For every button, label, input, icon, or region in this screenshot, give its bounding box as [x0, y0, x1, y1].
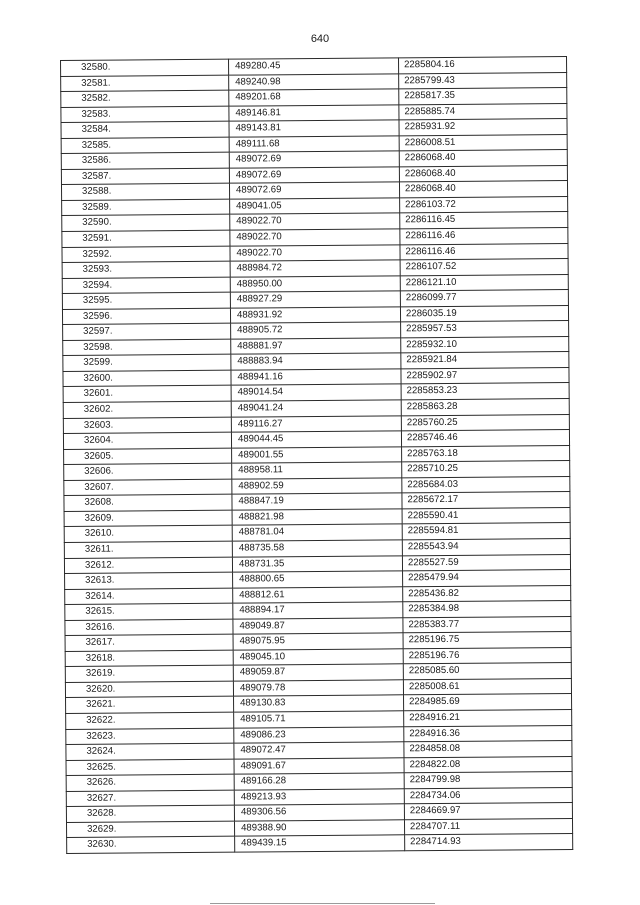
serial-number-cell: 32604. — [63, 432, 231, 449]
y-coordinate-cell: 2284799.98 — [404, 772, 572, 789]
x-coordinate-cell: 489072.69 — [229, 167, 399, 184]
y-coordinate-cell: 2284858.08 — [404, 741, 572, 758]
x-coordinate-cell: 489130.83 — [234, 695, 404, 712]
x-coordinate-cell: 489105.71 — [234, 711, 404, 728]
serial-number-cell: 32630. — [67, 836, 235, 853]
serial-number-cell: 32603. — [63, 417, 231, 434]
serial-number-cell: 32620. — [65, 681, 233, 698]
y-coordinate-cell: 2286035.19 — [400, 305, 568, 322]
serial-number-cell: 32600. — [63, 370, 231, 387]
x-coordinate-cell: 489201.68 — [229, 89, 399, 106]
y-coordinate-cell: 2286103.72 — [400, 196, 568, 213]
x-coordinate-cell: 489072.69 — [229, 182, 399, 199]
y-coordinate-cell: 2286121.10 — [400, 274, 568, 291]
serial-number-cell: 32580. — [61, 59, 229, 76]
serial-number-cell: 32581. — [61, 75, 229, 92]
serial-number-cell: 32596. — [62, 308, 230, 325]
serial-number-cell: 32621. — [66, 697, 234, 714]
x-coordinate-cell: 489049.87 — [233, 618, 403, 635]
y-coordinate-cell: 2285817.35 — [399, 88, 567, 105]
x-coordinate-cell: 489072.47 — [234, 742, 404, 759]
y-coordinate-cell: 2285804.16 — [399, 57, 567, 74]
y-coordinate-cell: 2285384.98 — [403, 601, 571, 618]
x-coordinate-cell: 489041.05 — [230, 198, 400, 215]
x-coordinate-cell: 488735.58 — [232, 540, 402, 557]
serial-number-cell: 32628. — [66, 805, 234, 822]
serial-number-cell: 32619. — [65, 665, 233, 682]
x-coordinate-cell: 489111.68 — [229, 136, 399, 153]
y-coordinate-cell: 2284714.93 — [405, 834, 573, 851]
x-coordinate-cell: 489166.28 — [234, 773, 404, 790]
serial-number-cell: 32601. — [63, 386, 231, 403]
y-coordinate-cell: 2285799.43 — [399, 72, 567, 89]
x-coordinate-cell: 488958.11 — [232, 462, 402, 479]
serial-number-cell: 32582. — [61, 90, 229, 107]
serial-number-cell: 32593. — [62, 261, 230, 278]
bottom-divider — [210, 903, 435, 904]
y-coordinate-cell: 2286068.40 — [399, 181, 567, 198]
y-coordinate-cell: 2285932.10 — [401, 336, 569, 353]
x-coordinate-cell: 488881.97 — [231, 338, 401, 355]
serial-number-cell: 32613. — [65, 572, 233, 589]
x-coordinate-cell: 488984.72 — [230, 260, 400, 277]
serial-number-cell: 32608. — [64, 494, 232, 511]
serial-number-cell: 32617. — [65, 634, 233, 651]
serial-number-cell: 32602. — [63, 401, 231, 418]
y-coordinate-cell: 2284822.08 — [404, 756, 572, 773]
x-coordinate-cell: 489240.98 — [229, 73, 399, 90]
serial-number-cell: 32585. — [61, 137, 229, 154]
x-coordinate-cell: 489280.45 — [229, 58, 399, 75]
x-coordinate-cell: 488883.94 — [231, 353, 401, 370]
x-coordinate-cell: 488950.00 — [230, 275, 400, 292]
serial-number-cell: 32615. — [65, 603, 233, 620]
x-coordinate-cell: 489045.10 — [233, 649, 403, 666]
serial-number-cell: 32622. — [66, 712, 234, 729]
x-coordinate-cell: 489079.78 — [233, 680, 403, 697]
serial-number-cell: 32624. — [66, 743, 234, 760]
x-coordinate-cell: 488781.04 — [232, 524, 402, 541]
serial-number-cell: 32586. — [61, 152, 229, 169]
table-row — [67, 834, 573, 854]
x-coordinate-cell: 488931.92 — [230, 307, 400, 324]
x-coordinate-cell: 489059.87 — [233, 664, 403, 681]
y-coordinate-cell: 2285885.74 — [399, 103, 567, 120]
x-coordinate-cell: 489072.69 — [229, 151, 399, 168]
y-coordinate-cell: 2285085.60 — [403, 663, 571, 680]
y-coordinate-cell: 2285921.84 — [401, 352, 569, 369]
serial-number-cell: 32616. — [65, 619, 233, 636]
x-coordinate-cell: 489044.45 — [231, 431, 401, 448]
y-coordinate-cell: 2284734.06 — [404, 787, 572, 804]
serial-number-cell: 32606. — [64, 463, 232, 480]
y-coordinate-cell: 2285590.41 — [402, 507, 570, 524]
serial-number-cell: 32595. — [62, 292, 230, 309]
y-coordinate-cell: 2285479.94 — [403, 570, 571, 587]
serial-number-cell: 32598. — [63, 339, 231, 356]
y-coordinate-cell: 2284669.97 — [404, 803, 572, 820]
x-coordinate-cell: 489143.81 — [229, 120, 399, 137]
x-coordinate-cell: 489075.95 — [233, 633, 403, 650]
serial-number-cell: 32588. — [61, 184, 229, 201]
y-coordinate-cell: 2285672.17 — [402, 492, 570, 509]
x-coordinate-cell: 488941.16 — [231, 369, 401, 386]
y-coordinate-cell: 2285902.97 — [401, 367, 569, 384]
x-coordinate-cell: 489439.15 — [235, 835, 405, 852]
serial-number-cell: 32592. — [62, 246, 230, 263]
x-coordinate-cell: 488800.65 — [233, 571, 403, 588]
serial-number-cell: 32583. — [61, 106, 229, 123]
serial-number-cell: 32590. — [62, 215, 230, 232]
x-coordinate-cell: 489041.24 — [231, 400, 401, 417]
y-coordinate-cell: 2286116.46 — [400, 228, 568, 245]
serial-number-cell: 32629. — [66, 821, 234, 838]
y-coordinate-cell: 2285931.92 — [399, 119, 567, 136]
x-coordinate-cell: 489306.56 — [234, 804, 404, 821]
x-coordinate-cell: 489022.70 — [230, 229, 400, 246]
y-coordinate-cell: 2284985.69 — [404, 694, 572, 711]
serial-number-cell: 32614. — [65, 588, 233, 605]
y-coordinate-cell: 2285957.53 — [401, 321, 569, 338]
x-coordinate-cell: 488847.19 — [232, 493, 402, 510]
y-coordinate-cell: 2286068.40 — [399, 165, 567, 182]
x-coordinate-cell: 488894.17 — [233, 602, 403, 619]
x-coordinate-cell: 489001.55 — [232, 446, 402, 463]
serial-number-cell: 32610. — [64, 526, 232, 543]
y-coordinate-cell: 2285383.77 — [403, 616, 571, 633]
x-coordinate-cell: 489022.70 — [230, 213, 400, 230]
x-coordinate-cell: 489213.93 — [234, 789, 404, 806]
serial-number-cell: 32587. — [61, 168, 229, 185]
y-coordinate-cell: 2286116.46 — [400, 243, 568, 260]
y-coordinate-cell: 2285760.25 — [401, 414, 569, 431]
y-coordinate-cell: 2284707.11 — [404, 818, 572, 835]
serial-number-cell: 32625. — [66, 759, 234, 776]
coordinate-table — [60, 56, 573, 854]
coordinate-table-body — [61, 57, 573, 854]
serial-number-cell: 32605. — [64, 448, 232, 465]
serial-number-cell: 32623. — [66, 728, 234, 745]
y-coordinate-cell: 2286116.45 — [400, 212, 568, 229]
serial-number-cell: 32609. — [64, 510, 232, 527]
x-coordinate-cell: 489388.90 — [234, 820, 404, 837]
serial-number-cell: 32584. — [61, 121, 229, 138]
x-coordinate-cell: 488927.29 — [230, 291, 400, 308]
x-coordinate-cell: 489014.54 — [231, 384, 401, 401]
y-coordinate-cell: 2286107.52 — [400, 259, 568, 276]
y-coordinate-cell: 2284916.36 — [404, 725, 572, 742]
y-coordinate-cell: 2285863.28 — [401, 399, 569, 416]
serial-number-cell: 32589. — [62, 199, 230, 216]
serial-number-cell: 32627. — [66, 790, 234, 807]
x-coordinate-cell: 489022.70 — [230, 244, 400, 261]
y-coordinate-cell: 2285594.81 — [402, 523, 570, 540]
serial-number-cell: 32626. — [66, 774, 234, 791]
x-coordinate-cell: 488812.61 — [233, 586, 403, 603]
serial-number-cell: 32612. — [64, 557, 232, 574]
serial-number-cell: 32594. — [62, 277, 230, 294]
serial-number-cell: 32597. — [63, 323, 231, 340]
y-coordinate-cell: 2285196.75 — [403, 632, 571, 649]
y-coordinate-cell: 2285008.61 — [403, 678, 571, 695]
y-coordinate-cell: 2285196.76 — [403, 647, 571, 664]
x-coordinate-cell: 489116.27 — [231, 415, 401, 432]
y-coordinate-cell: 2284916.21 — [404, 709, 572, 726]
y-coordinate-cell: 2285710.25 — [402, 461, 570, 478]
x-coordinate-cell: 488905.72 — [231, 322, 401, 339]
y-coordinate-cell: 2285763.18 — [402, 445, 570, 462]
serial-number-cell: 32591. — [62, 230, 230, 247]
x-coordinate-cell: 488731.35 — [232, 555, 402, 572]
y-coordinate-cell: 2286068.40 — [399, 150, 567, 167]
y-coordinate-cell: 2285853.23 — [401, 383, 569, 400]
x-coordinate-cell: 488821.98 — [232, 509, 402, 526]
x-coordinate-cell: 489086.23 — [234, 726, 404, 743]
serial-number-cell: 32618. — [65, 650, 233, 667]
y-coordinate-cell: 2285684.03 — [402, 476, 570, 493]
y-coordinate-cell: 2285436.82 — [403, 585, 571, 602]
page-number: 640 — [310, 33, 330, 45]
serial-number-cell: 32599. — [63, 355, 231, 372]
coordinate-table-container — [60, 58, 566, 852]
x-coordinate-cell: 488902.59 — [232, 478, 402, 495]
x-coordinate-cell: 489091.67 — [234, 757, 404, 774]
serial-number-cell: 32607. — [64, 479, 232, 496]
y-coordinate-cell: 2286008.51 — [399, 134, 567, 151]
y-coordinate-cell: 2285543.94 — [402, 538, 570, 555]
y-coordinate-cell: 2286099.77 — [400, 290, 568, 307]
serial-number-cell: 32611. — [64, 541, 232, 558]
y-coordinate-cell: 2285746.46 — [401, 430, 569, 447]
y-coordinate-cell: 2285527.59 — [402, 554, 570, 571]
x-coordinate-cell: 489146.81 — [229, 104, 399, 121]
